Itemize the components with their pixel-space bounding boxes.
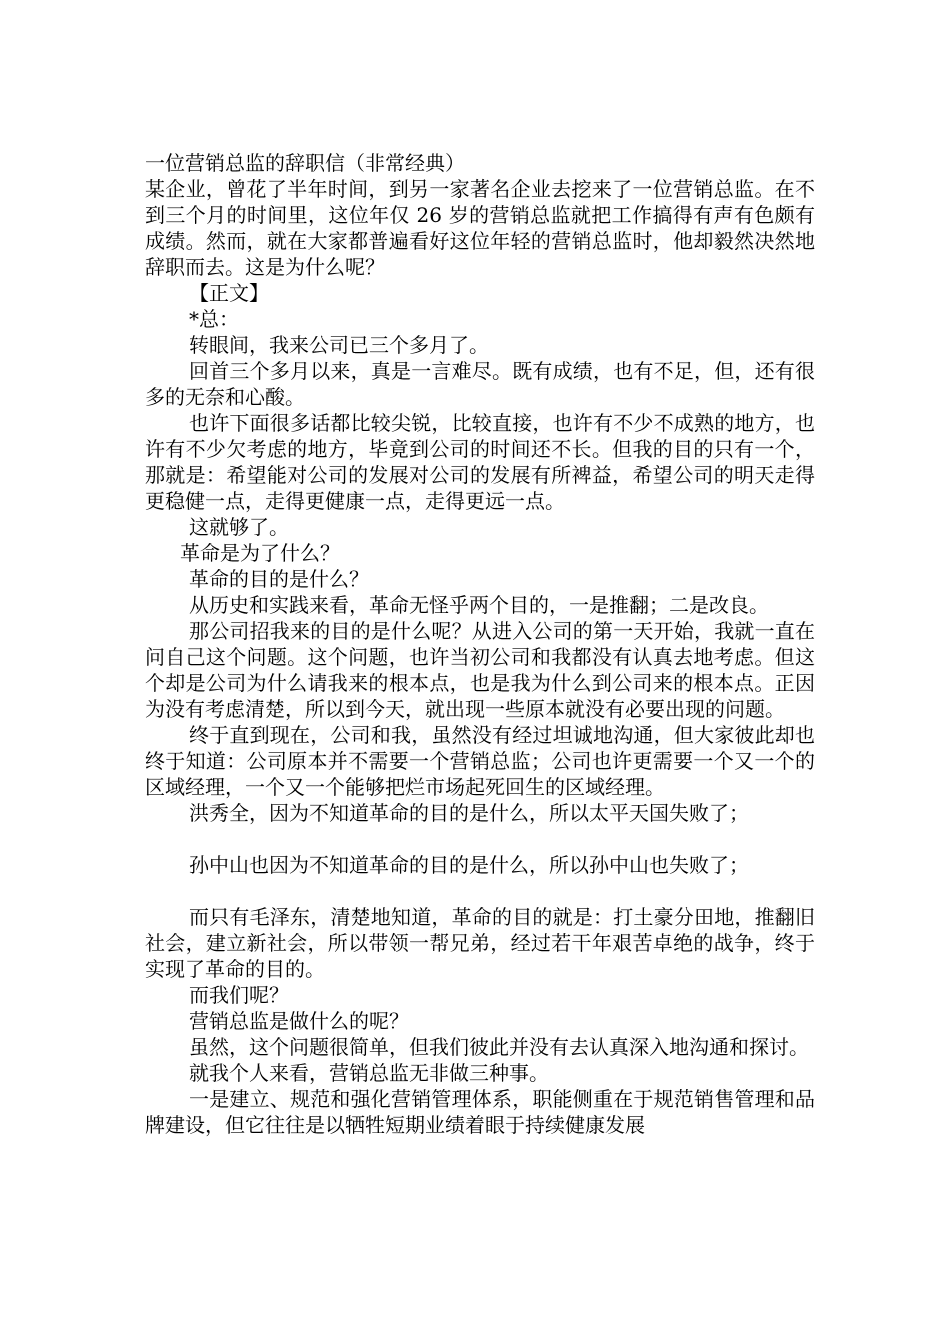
- intro-paragraph: 某企业，曾花了半年时间，到另一家著名企业去挖来了一位营销总监。在不到三个月的时间里，这位年仅 26 岁的营销总监就把工作搞得有声有色颇有成绩。然而，就在大家都普遍看好这位年轻的营销总监时，他却毅然决然地辞职而去。这是为什么呢？: [145, 177, 815, 279]
- paragraph: 终于直到现在，公司和我，虽然没有经过坦诚地沟通，但大家彼此却也终于知道：公司原本并不需要一个营销总监；公司也许更需要一个又一个的区域经理，一个又一个能够把烂市场起死回生的区域经理。: [145, 723, 815, 799]
- paragraph-gap: [145, 826, 815, 852]
- salutation: *总：: [189, 307, 239, 331]
- paragraph: 营销总监是做什么的呢？: [189, 1009, 409, 1033]
- paragraph: 回首三个多月以来，真是一言难尽。既有成绩，也有不足，但，还有很多的无奈和心酸。: [145, 359, 815, 409]
- document-page: [145, 150, 815, 1138]
- paragraph: 而我们呢？: [189, 983, 289, 1007]
- paragraph: 那公司招我来的目的是什么呢？从进入公司的第一天开始，我就一直在问自己这个问题。这个问题，也许当初公司和我都没有认真去地考虑。但这个却是公司为什么请我来的根本点，也是我为什么到公司来的根本点。正因为没有考虑清楚，所以到今天，就出现一些原本就没有必要出现的问题。: [145, 619, 815, 721]
- paragraph: 革命的目的是什么？: [189, 567, 369, 591]
- paragraph: 从历史和实践来看，革命无怪乎两个目的，一是推翻；二是改良。: [189, 593, 769, 617]
- paragraph-gap: [145, 878, 815, 904]
- section-label: 【正文】: [189, 281, 269, 305]
- paragraph: 这就够了。: [189, 515, 289, 539]
- paragraph: 而只有毛泽东，清楚地知道，革命的目的就是：打土豪分田地，推翻旧社会，建立新社会，所以带领一帮兄弟，经过若干年艰苦卓绝的战争，终于实现了革命的目的。: [145, 905, 815, 981]
- paragraph: 洪秀全，因为不知道革命的目的是什么，所以太平天国失败了；: [189, 801, 749, 825]
- paragraph: 孙中山也因为不知道革命的目的是什么，所以孙中山也失败了；: [189, 853, 749, 877]
- paragraph: 就我个人来看，营销总监无非做三种事。: [189, 1061, 549, 1085]
- document-title: 一位营销总监的辞职信（非常经典）: [145, 151, 465, 175]
- paragraph: 也许下面很多话都比较尖锐，比较直接，也许有不少不成熟的地方，也许有不少欠考虑的地方，毕竟到公司的时间还不长。但我的目的只有一个，那就是：希望能对公司的发展对公司的发展有所裨益，希望公司的明天走得更稳健一点，走得更健康一点，走得更远一点。: [145, 411, 815, 513]
- paragraph: 一是建立、规范和强化营销管理体系，职能侧重在于规范销售管理和品牌建设，但它往往是以牺牲短期业绩着眼于持续健康发展: [145, 1087, 815, 1137]
- section-heading: 革命是为了什么？: [180, 541, 340, 565]
- paragraph: 虽然，这个问题很简单，但我们彼此并没有去认真深入地沟通和探讨。: [189, 1035, 809, 1059]
- paragraph: 转眼间，我来公司已三个多月了。: [189, 333, 489, 357]
